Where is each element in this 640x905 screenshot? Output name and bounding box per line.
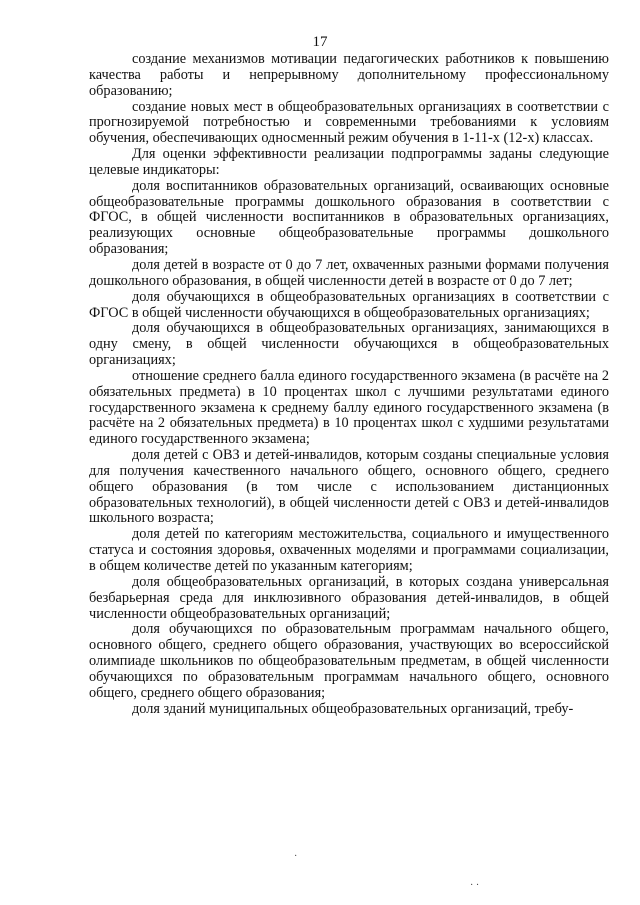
scan-speck: · xyxy=(294,851,298,862)
scan-speck: · · xyxy=(470,880,480,891)
paragraph: доля детей по категориям местожительства, социального и имущественного статуса и состояния здоровья, охваченных моделями и программами социализации, в общем количестве детей по указанным категориям; xyxy=(89,526,609,574)
paragraph: доля детей в возрасте от 0 до 7 лет, охваченных разными формами получения дошкольного образования, в общей численности детей в возрасте от 0 до 7 лет; xyxy=(89,256,609,289)
page-number: 17 xyxy=(312,34,328,50)
body-text xyxy=(89,52,609,717)
paragraph: доля детей с ОВЗ и детей-инвалидов, которым созданы специальные условия для получения качественного начального общего, основного общего, среднего общего образования (в том числе с использованием дистанционных образовательных технологий), в общей численности детей с ОВЗ и детей-инвалидов школьного возраста; xyxy=(89,447,609,527)
paragraph: отношение среднего балла единого государственного экзамена (в расчёте на 2 обязательных предмета) в 10 процентах школ с лучшими результатами единого государственного экзамена к среднему баллу единого государственного экзамена (в расчёте на 2 обязательных предмета) в 10 процентах школ с худшими результатами единого государственного экзамена; xyxy=(89,367,609,448)
paragraph: доля воспитанников образовательных организаций, осваивающих основные общеобразовательные программы дошкольного образования в соответствии с ФГОС, в общей численности воспитанников в образовательных организациях, реализующих основные общеобразовательные программы дошкольного образования; xyxy=(89,177,609,258)
paragraph: доля обучающихся в общеобразовательных организациях в соответствии с ФГОС в общей численности обучающихся в общеобразовательных организациях; xyxy=(89,288,609,321)
paragraph: Для оценки эффективности реализации подпрограммы заданы следующие целевые индикаторы: xyxy=(89,146,609,178)
paragraph: создание новых мест в общеобразовательных организациях в соответствии с прогнозируемой потребностью и современными требованиями к условиям обучения, обеспечивающих односменный режим обучения в 1-11-х (12-х) классах. xyxy=(89,98,609,147)
paragraph: доля зданий муниципальных общеобразовательных организаций, требу- xyxy=(132,700,574,717)
paragraph: доля обучающихся в общеобразовательных организациях, занимающихся в одну смену, в общей численности обучающихся в общеобразовательных организациях; xyxy=(89,320,609,369)
paragraph: доля общеобразовательных организаций, в которых создана универсальная безбарьерная среда для инклюзивного образования детей-инвалидов, в общей численности общеобразовательных организаций; xyxy=(89,573,609,622)
paragraph: доля обучающихся по образовательным программам начального общего, основного общего, среднего общего образования, участвующих во всероссийской олимпиаде школьников по общеобразовательным предметам, в общей численности обучающихся по образовательным программам начального общего, основного общего, среднего общего образования; xyxy=(89,621,609,701)
paragraph: создание механизмов мотивации педагогических работников к повышению качества работы и непрерывному дополнительному профессиональному образованию; xyxy=(89,51,609,99)
